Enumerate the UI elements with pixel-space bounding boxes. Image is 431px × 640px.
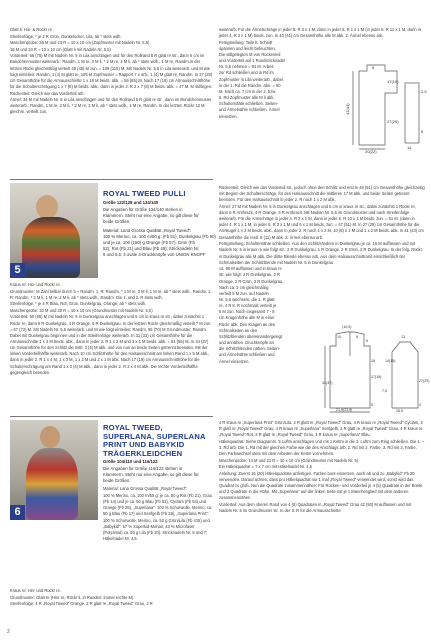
schematic-diagram-4 [345, 63, 427, 153]
section6-material-a [103, 486, 213, 492]
dim-label: 17(19) [387, 79, 399, 84]
text-line: Maschenprobe: 26 M und 23 R = 10 x 10 cm (Zopfmuster mit Nadeln Nr. 5,5) [10, 40, 150, 46]
text-line: beide Größen. [103, 478, 131, 484]
dim-label: (10,5) [342, 325, 352, 329]
text-line: re, 4 R 8. R nochmals verteilt je [219, 303, 277, 309]
text-line: Kraus re: Hin- und Rückr re. [10, 588, 61, 593]
schematic-diagram-5 [322, 322, 430, 414]
dim-label: 20(22) [365, 149, 377, 154]
dim-label: 5 [366, 339, 368, 343]
text-line: Vorderteil: 60 (65) M mit Nadeln Nr. 5 in Dunkelgrau anschlagen und 5 cm in kraus re str., dabei zunächst 1 Rückr re, dann 6 R Dunkelgrau, 4 R Orange, 6 R Dunkelgrau. In der letzten Rückr gleichmäßig verteilt 7 M zun. = 67 (72) M. Mit Nadeln Nr. 5,5 weiterarb. und M wie folgt einteilen: Randm, 65 (70) M Grundmuster, Randm. Dabei mit Dunkelgrau beginnen und in der Streifenfolge weiterarb. In 31 (33) cm Gesamthöhe für die Armausschnitte 1 x 3 M beids. abk., dann in jeder 2. R 1 x 2 M und 3 x 1 M beids. abk. = 51 (56) M. In 34 (37) cm Gesamthöhe für den Schlitz die mittl. 3 (4) M abk. und von nun an beide Seiten getrennt beenden. Mit der linken Vorderteilhälfte weiterarb. Nach 10 cm Schlitzhöhe für den Halsausschnitt am linken Rand 1 x 5 M abk., dann in jeder 2. R 1 x 4 M, 1 x 3 M, 1 x 2 M und 2 x 1 M abk. Nach 17 (19) cm Armausschnitthöhe für die Schulterschrägung am Rand 1 x 3 (4) M abk., dann in jeder 2. R 2 x 4 M abk. Die rechte Vorderteilhälfte gegengleich beenden. [10, 314, 212, 375]
text-line: Nr. 5,5 nehmen = 94 M. Arbeit [219, 64, 274, 70]
text-line: ca. 90 M auffassen und in kraus re [219, 266, 282, 272]
section5-material [103, 228, 216, 258]
text-line: Maschenprobe: 14 M und 22 R = 10 x 10 cm (Grundmuster mit Nadeln Nr. 5) [219, 457, 359, 463]
text-line: 18 M und 23 R = 10 x 10 cm (Glatt li mit Nadeln Nr. 5,5) [10, 46, 111, 52]
text-line: Klammern. Steht nur eine Angabe, so gilt diese für [103, 472, 199, 478]
text-line: Ärmel: 27 M mit Nadeln Nr. 5 in Dunkelgrau anschlagen und 5 cm in kraus re str., dabei zunächst 1 Rückr re, dann 6 R Anthrazit, 4 R Orange, 6 R Anthrazit. Mit Nadeln Nr. 5,5 im Grundmuster und nach Streifenfolge weiterarb. Für die Armschräge in jeder 4. R 2 x 1 M, dann in jeder 6. R 10 x 1 M beids. zun. = 51 M. (dann in jeder 4. R 1 x 1 M, in jeder 6. R 3 x 1 M und 6 x 1 M beids. zun. = 47 (51) M. In 27 (29) cm Gesamthöhe für die Armkugel 1 x 3 M beids. abk., dann in jeder 2. R noch 1 x 2 M, 10 (8) x 1 M und 1 x 2 M beids. abk. In 41 (43) cm Gesamthöhe die restl. 9 (11) M abk. 2. Ärmel ebenso arb. [219, 203, 424, 240]
text-line: Zopfmuster in Lila weiterarb., dabei [219, 76, 283, 82]
sweater-photo [10, 183, 98, 278]
text-line: 100 % Merino, ca. 100 m/50 g: (Fb 51), Dunkelgrau (Fb 90) [103, 234, 216, 240]
page-number: 2 [7, 629, 10, 635]
text-line: die Schlitzblenden nähen. Seiten- [219, 346, 280, 352]
section6-title: ROYAL TWEED, SUPERLANA, SUPERLANA PRINT UND BABYKID TRÄGERKLEIDCHEN [103, 423, 206, 458]
dim-label: 7,5 [382, 389, 387, 393]
section6-size: Größe 104/110 und 116/122 [103, 459, 158, 464]
text-line: beide Größen. [103, 219, 131, 225]
dim-label: 17(18) [371, 375, 382, 379]
section6-instructions [10, 588, 213, 608]
text-line: und Ärmelnähte schließen. Ärmel [219, 107, 280, 113]
text-line: Nach ca. 2 cm gleichmäßig [219, 284, 269, 290]
text-line: Material: Lana Grossa Qualität „Royal Tweed": [103, 228, 192, 233]
text-line: Schmalseiten an den [219, 327, 258, 333]
dim-label: 2,5 [421, 89, 427, 94]
text-line: Vorderteil: 66 (70) M mit Nadeln Nr. 5 in Lila anschlagen und für den Rollrand 5 R glatt re str., dann 6 cm im Bündchenmuster weiterarb.: Randm, 1 M re, 2 M li, * 2 M re, 2 M li, ab * stets wdh., 1 M re, Randm.In der letzten Rückr gleichmäßig verteilt 45 (45) M zun. = 109 (115) M. Mit Nadeln Nr. 5,5 in Lila weiterarb. und M wie folgt einteilen: Randm, 1 (4) M glatt re, 105 M Zopfmuster = Rapport 7 x arb., 1 (4) M glatt re, Randm. In 27 (29) cm Gesamthöhe für die Armausschnitte 1 x 18 M beids. abk. = 69 (85) M. Nach 17 (19) cm Armausschnitthöhe für die Schulterschrägung 1 x 7 (8) M beids. abk., dann in jeder 2. R 2 x 7 (8) M beids. abk. = 47 M. M stilllegen. [10, 53, 213, 89]
text-line: einsetzen. [219, 113, 238, 119]
section4-instructions [10, 27, 213, 116]
text-line: Rückenteil: Gleich wie das Vorderteil arb. [10, 90, 85, 96]
text-line: Streifenfolge: 4 R „Royal Tweed" Orange, 2 R glatt re „Royal Tweed" Grau, 2 R [10, 601, 153, 607]
text-line: Streifenfolge: * je 4 R Blau, Rot, Grün, Dunkelgrau, Orange, ab * stets wdh. [10, 301, 147, 307]
dim-label: 18 [371, 359, 375, 363]
text-line: Ärmel einsetzen. [219, 358, 250, 364]
dim-label: 4 [419, 403, 421, 407]
text-line: Schlitzblenden übereinandergelegt [219, 333, 283, 339]
text-line: verteilt 5 M zun. auf Nadeln [219, 290, 269, 296]
text-line: Fertigstellung: Schulternähte schließen. Aus den Schlitzrändern in Dunkelgrau je ca. 16 M auffassen und mit Nadeln Nr. 5 in kraus re wie folgt str.: 2 R Dunkelgrau, 1 R Orange, 2 R Grün, 2 R Dunkelgrau. In der folg. Rückr. in Dunkelgrau alle M abk. Die dritte Blende ebenso arb. Aus dem Halsausschnittrand einschließlich der Schmalseiten der Schlitzblende mit Nadeln Nr. 5 in Dunkelgrau [219, 241, 423, 265]
text-line: 5 M zun. Noch insgesamt 7 - 8 [219, 309, 275, 315]
dim-label: 27(29) [387, 119, 399, 124]
text-line: Fertigstellung: Teile lt. Schnitt [219, 39, 273, 45]
text-line: M. Nach ca. 7 cm in der 2. bzw. [219, 88, 277, 94]
section-divider [10, 179, 213, 180]
text-line: Rückenteil: Gleich wie das Vorderteil str., jedoch ohne den Schlitz und erst in 48 (51) cm Gesamthöhe gleichzeitig mit Beginn der Schulterschräge, für den Halsausschnitt die mittleren 17 M abk. und beide Seiten getrennt beenden. Für den Halsausschnitt in jeder 2. R noch 1 x 2 M abk. [219, 185, 425, 203]
text-line: Maschenprobe: 20 M und 30 R = 10 x 10 cm (Grundmuster mit Nadeln Nr. 5,5) [10, 307, 153, 313]
section5-intro [103, 207, 199, 225]
text-line: Streifenfolge: * je 2 R Grün, Dunkelocker, Lila, ab * stets wdh. [10, 33, 122, 39]
dim-label: 13 [401, 335, 405, 339]
dim-label: 21,5(23,5) [336, 408, 353, 412]
section-divider [10, 416, 213, 417]
text-line: Die Angaben für Größe 134/140 stehen in [103, 207, 183, 212]
text-line: Orange, 2 R Grün, 3 R Dunkelgrau. [219, 278, 284, 284]
text-line: Material: Lana Grossa Qualität „Royal Tweed": [103, 486, 188, 491]
text-line: str. wie folgt: 2 R Dunkelgrau, 2 R [219, 272, 280, 278]
dim-label: 25,5 [396, 409, 403, 413]
item-number-badge: 5 [10, 263, 25, 278]
item-number-badge: 6 [10, 505, 25, 520]
text-line: Kraus re: Hin- und Rückr re. [10, 282, 61, 287]
section5-title: ROYAL TWEED PULLI [103, 189, 186, 198]
text-line: und Vorderteil auf 1 Rundstricknadel [219, 58, 285, 64]
text-line: Rückr abk. Den Kragen an den [219, 321, 276, 327]
text-line: 100 % Merino, ca. 100 m/50 g: je ca. 50 g Rot (Fb 21), Grau (Fb 14) und je ca. 50 g Blau (Fb 52), Cyclam (Fb 54) und Orange (Fb 25), „Superlana": 100 % Schurwolle, Merino, ca. 50 g Blau (Fb 17) und Senfgelb (Fb 28), „Superlana Print": 100 % Schurwolle, Merino, ca. 50 g Grün/Lila (Fb 418) und „Babykid": 57 % Superkid-Mohair, 43 % Microfaser (Polyamid) ca. 50 g Lila (Fb 20). Stricknadeln Nr. 5 und 7; Häkelnadel Nr. 4,5. [103, 493, 213, 542]
section6-continuation [219, 420, 425, 515]
text-line: Nr. 5,5 wechseln, die 1. R glatt [219, 296, 275, 302]
dim-label: 41(44) [345, 103, 350, 115]
dim-label: 6 [372, 65, 375, 70]
dim-label: 5 [371, 403, 373, 407]
text-line: weiterarb. Für die Ärmelschräge in jeder 8. R 3 x 1 M, dann in jeder 6. R 1 x 1 M (in jeder 6. R 11 x 1 M, dann in jeder 4. R 2 x 1 M) beids. zun. In 40 (41) cm Gesamthöhe alle M abk. 2. Ärmel ebenso arb. [219, 27, 421, 39]
text-line: Anleitung: Zuerst 16 (20) Häkelquadrate anfertigen. Farben bunt einsetzen, auch ab und zu „Babykid" Fb 20 verwenden. Darauf achten, dass pro Häkelquadrat nur 1 mal „Royal Tweed" verwendet wird, sonst wird das Quadrat zu groß. Nun die Quadrate zusammennähen: Für Rücken- und Vorderteil je 4 (5) Quadrate in der Breite und 2 Quadrate in die Höhe. Mit „Superlana" auf der linken Seite mit je 1 Maschenglied mit dem anderen zusammennähen. [219, 470, 423, 501]
dim-label: 8 [356, 335, 358, 339]
dim-label: 14(15) [385, 359, 396, 363]
text-line: Häkelquadrat: Siehe Diagramm. 5 Luftm anschlagen und mit 1 Kettm in die 1. Luftm zum Ring schließen. Die 1. – 3. Rd arb. Die 1. Rd mit der gleichen Farbe wie die des Anschlags arb. 2. Rd mit 2. Farbe, 3. Rd mit 3. Farbe. Den Farbwechsel stets mit dem Arbeiten der Kettm vornehmen. [219, 438, 425, 457]
dim-label: 10 [337, 335, 341, 339]
text-line: Grundmuster: M Zahl teilbar durch 5 + Randm. 1. R: Randm, * 1 M re, 3 M li, 1 M re, ab * stets wdh., Randm. 2. R: Randm, * 2 M li, 1 M re, 2 M li, ab * stets wdh., Randm. Die 1. und 2. R stets wdh. [10, 288, 212, 300]
dim-label: 5 [421, 129, 424, 134]
text-line: und Ärmelnähte schließen und [219, 352, 275, 358]
text-line: Klammern. Steht nur eine Angabe, so gilt diese für [103, 213, 199, 219]
dim-label: 14 [407, 145, 412, 150]
text-line: zur Rd schließen und in Rd im [219, 70, 274, 76]
section5-instructions [10, 282, 213, 376]
text-line: Schulternähte schließen. Seiten- [219, 101, 279, 107]
text-line: spannen und leicht befeuchten. [219, 45, 276, 51]
text-line: Grundmuster: Glatt re (Hinr re, Rückr li, in Runden: immer rechte M). [10, 594, 135, 600]
text-line: 6. Rd Zopfmuster alle M li abk. [219, 95, 275, 101]
text-line: Ärmel: 34 M mit Nadeln Nr. 5 in Lila anschlagen und für den Rollrand 5 R glatt re str., dann im Bündchenmuster weiterarb.: Randm, 1 M re, 2 M li, * 2 M re, 2 M li, ab * stets wdh., 1 M re, Randm. In der letzten Rückr 12 M gleichm. verteilt zun. [10, 97, 212, 115]
dim-label: 34(37) [322, 381, 333, 385]
text-line: Die stillgelegten M von Rückenteil [219, 52, 281, 58]
text-line: Ein Häkelquadrat = 7 x 7 cm mit Häkelnadel Nr. 4,5 [219, 464, 312, 470]
dress-photo [10, 420, 98, 520]
text-line: cm Kragenhöhe alle M in einer [219, 315, 275, 321]
text-line: Die Angaben für Größe 116/122 stehen in [103, 466, 183, 471]
text-line: Glatt li: Hin- & Rückr re. [10, 27, 53, 32]
text-line: 52), Rot (Fb 21) und Blau (Fb 49); Stricknadeln Nr. [103, 246, 200, 252]
section5-size: Größe 122/128 und 134/140 [103, 200, 159, 205]
text-line: Vorderteil: Aus dem oberen Rand von 4 (5) Quadraten in „Royal Tweed" Grau 42 (50) M auffassen und mit Nadeln Nr. 5 im Grundmuster str. In der 3. R für die Armausschnitte [219, 501, 412, 514]
text-line: in der 1. Rd die Randm. abn. = 90 [219, 82, 281, 88]
dim-label: 27(29) [419, 379, 430, 383]
text-line: und je ca. 100 (150) g Orange (Fb 57), Grün (Fb [103, 240, 195, 246]
text-line: und annähen. Druckknöpfe an [219, 340, 274, 346]
text-line: 4 R kraus re „Superlana Print" Grün/Lila, 2 R glatt re „Royal Tweed" Grau, 4 R kraus re „Royal Tweed" Cyclam, 2 R glatt re „Royal Tweed" Grau, 4 R kraus re „Superlana" Senfgelb, 2 R glatt re „Royal Tweed" Grau, 4 R kraus re „Royal Tweed" Rot, 2 R glatt re „Royal Tweed" Grau, 4 R kraus re „Superlana" Blau. [219, 420, 423, 438]
section6-material [103, 493, 213, 543]
section6-intro [103, 466, 199, 484]
text-line: 5 und 5,5; 3 ovale 3-Druckknöpfe von UNION KNOPF [103, 252, 206, 258]
